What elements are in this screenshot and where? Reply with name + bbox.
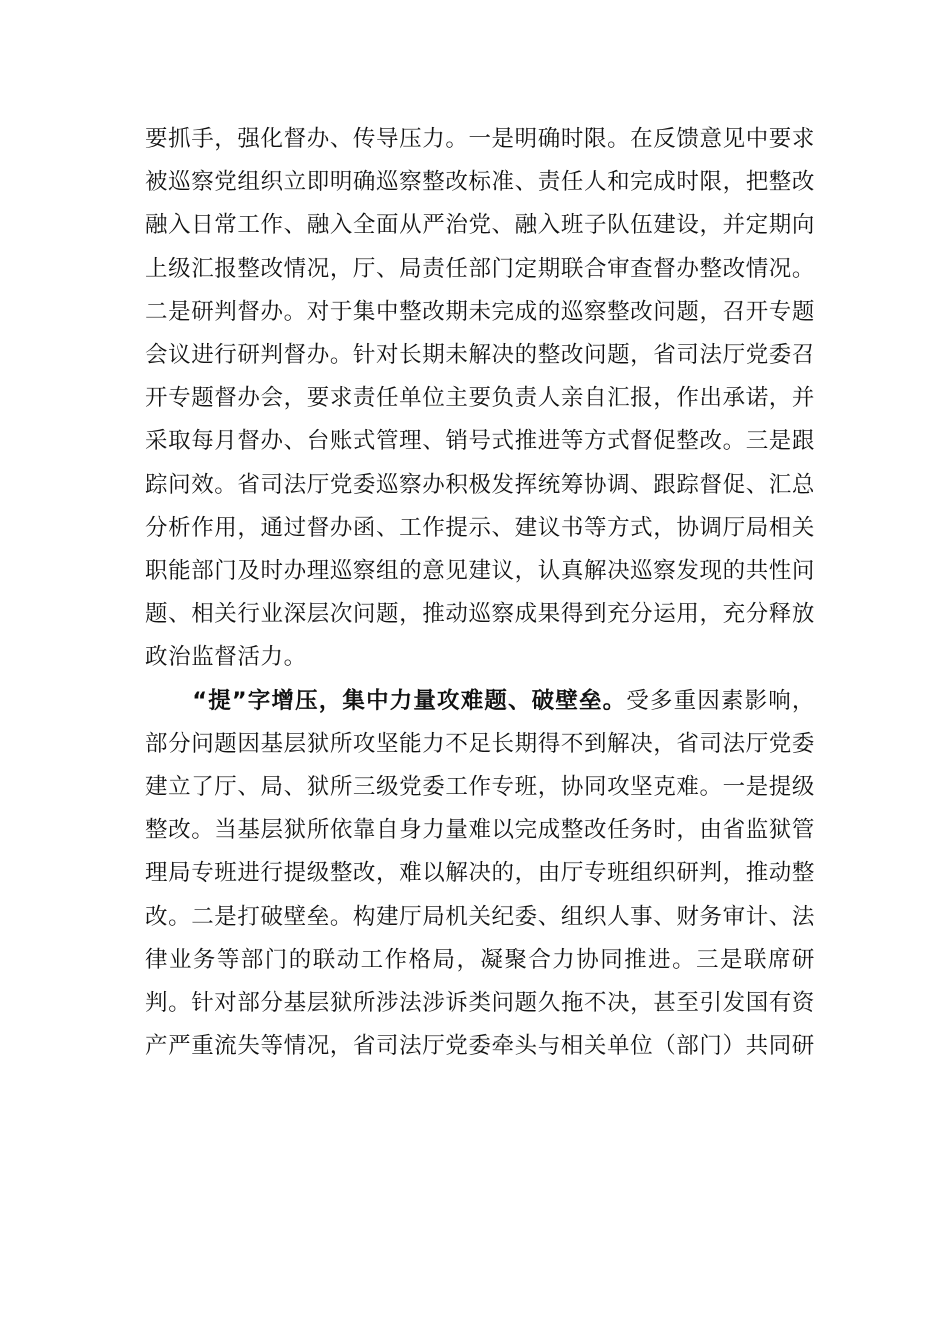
paragraph-2-body: 受多重因素影响，部分问题因基层狱所攻坚能力不足长期得不到解决，省司法厅党委建立了厅、局、狱所三级党委工作专班，协同攻坚克难。一是提级整改。当基层狱所依靠自身力量难以完成整改任务时，由省监狱管理局专班进行提级整改，难以解决的，由厅专班组织研判，推动整改。二是打破壁垒。构建厅局机关纪委、组织人事、财务审计、法律业务等部门的联动工作格局，凝聚合力协同推进。三是联席研判。针对部分基层狱所涉法涉诉类问题久拖不决，甚至引发国有资产严重流失等情况，省司法厅党委牵头与相关单位（部门）共同研 [145,687,815,1060]
paragraph-2-heading: “提”字增压，集中力量攻难题、破壁垒。 [192,687,627,714]
paragraph-1 [145,118,815,680]
body-text [145,118,815,1068]
paragraph-2 [145,680,815,1069]
paragraph-1-body: 要抓手，强化督办、传导压力。一是明确时限。在反馈意见中要求被巡察党组织立即明确巡察整改标准、责任人和完成时限，把整改融入日常工作、融入全面从严治党、融入班子队伍建设，并定期向上级汇报整改情况，厅、局责任部门定期联合审查督办整改情况。二是研判督办。对于集中整改期未完成的巡察整改问题，召开专题会议进行研判督办。针对长期未解决的整改问题，省司法厅党委召开专题督办会，要求责任单位主要负责人亲自汇报，作出承诺，并采取每月督办、台账式管理、销号式推进等方式督促整改。三是跟踪问效。省司法厅党委巡察办积极发挥统筹协调、跟踪督促、汇总分析作用，通过督办函、工作提示、建议书等方式，协调厅局相关职能部门及时办理巡察组的意见建议，认真解决巡察发现的共性问题、相关行业深层次问题，推动巡察成果得到充分运用，充分释放政治监督活力。 [145,126,815,671]
